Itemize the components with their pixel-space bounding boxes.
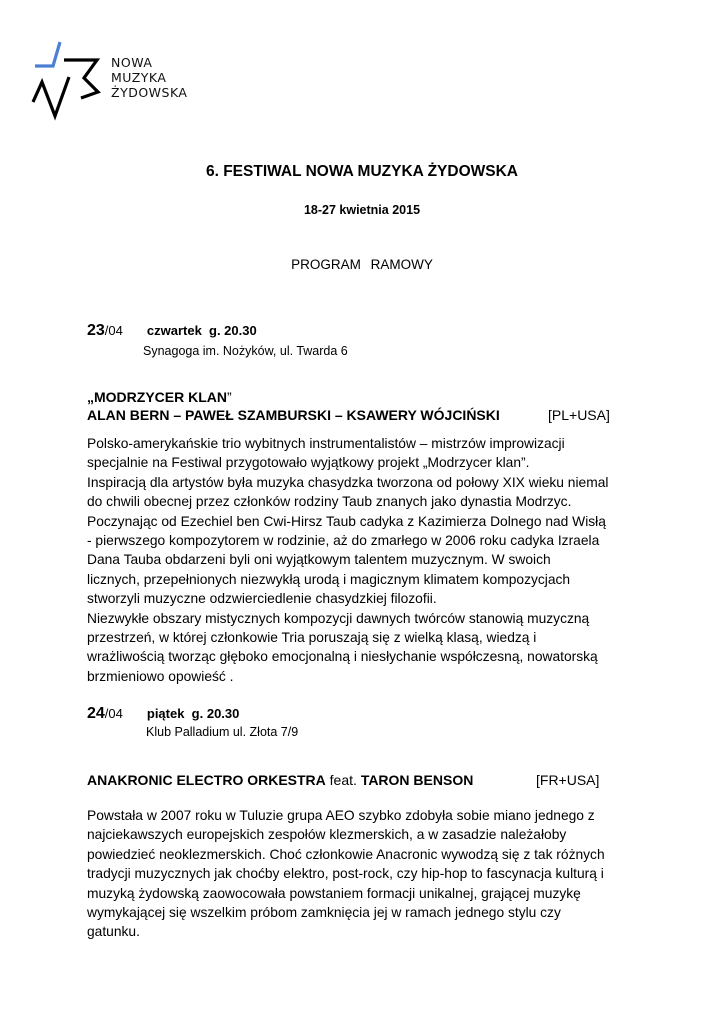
event-title-text: „MODRZYCER KLAN	[87, 389, 227, 405]
description-line: Niezwykłe obszary mistycznych kompozycji dawnych twórców stanowią muzyczną	[87, 610, 590, 626]
description-line: do chwili obecnej przez członków rodziny Taub znanych jako dynastia Modrzyc.	[87, 494, 572, 510]
event-artists	[87, 772, 473, 788]
event-weekday-time: piątek g. 20.30	[146, 706, 240, 721]
event-origin: [FR+USA]	[536, 772, 600, 788]
logo-line-1: NOWA	[111, 55, 153, 70]
logo-wordmark	[111, 55, 188, 100]
description-line: licznych, przepełnionych niezwykłą urodą i magicznym klimatem kompozycjach	[87, 571, 571, 587]
event-month: /04	[104, 706, 123, 721]
description-line: Poczynając od Ezechiel ben Cwi-Hirsz Taub cadyka z Kazimierza Dolnego nad Wisłą	[87, 513, 606, 529]
description-line: najciekawszych europejskich zespołów klezmerskich, a w zasadzie należałoby	[87, 827, 567, 843]
logo-mark-icon	[30, 40, 104, 122]
event-artist-main: ANAKRONIC ELECTRO ORKESTRA	[87, 772, 326, 788]
logo-line-3: ŻYDOWSKA	[111, 85, 188, 100]
event-origin: [PL+USA]	[548, 407, 610, 423]
event-date-row	[87, 322, 257, 340]
event-title	[87, 389, 232, 405]
description-line: stworzyli muzyczne odzwierciedlenie chasydzkiej filozofii.	[87, 591, 437, 607]
description-line: Dana Tauba obdarzeni byli oni wyjątkowym talentem muzycznym. W swoich	[87, 552, 551, 568]
event-artists: ALAN BERN – PAWEŁ SZAMBURSKI – KSAWERY WÓJCIŃSKI	[87, 407, 500, 423]
event-venue: Synagoga im. Nożyków, ul. Twarda 6	[143, 344, 348, 358]
description-line: gatunku.	[87, 924, 140, 940]
event-weekday-time: czwartek g. 20.30	[146, 323, 257, 338]
logo-line-2: MUZYKA	[111, 70, 167, 85]
festival-dates: 18-27 kwietnia 2015	[303, 203, 421, 217]
description-line: powiedzieć neoklezmerskich. Choć członkowie Anacronic wywodzą się z tak różnych	[87, 846, 605, 862]
event-description	[87, 434, 608, 686]
description-line: Powstała w 2007 roku w Tuluzie grupa AEO szybko zdobyła sobie miano jednego z	[87, 808, 595, 823]
description-line: muzyką żydowską zaowocowała powstaniem formacji unikalnej, grającej muzykę	[87, 885, 581, 901]
description-line: wymykającej się wszelkim próbom zamknięcia jej w ramach jednego stylu czy	[87, 905, 561, 921]
event-venue: Klub Palladium ul. Złota 7/9	[146, 725, 299, 739]
description-line: tradycji muzycznych jak choćby elektro, post-rock, czy hip-hop to fascynacja kulturą i	[87, 866, 604, 882]
description-line: przestrzeń, w której członkowie Tria poruszają się z wielką klasą, wiedzą i	[87, 630, 537, 646]
description-line: Polsko-amerykańskie trio wybitnych instrumentalistów – mistrzów improwizacji	[87, 436, 565, 451]
event-day: 24	[87, 705, 105, 722]
event-description	[87, 806, 605, 942]
description-line: Inspiracją dla artystów była muzyka chasydzka tworzona od połowy XIX wieku niemal	[87, 474, 609, 490]
event-date-row	[87, 705, 239, 723]
event-artist-feat-label: feat.	[329, 772, 357, 788]
description-line: specjalnie na Festiwal przygotowało wyjątkowy projekt „Modrzycer klan”.	[87, 455, 530, 471]
description-line: brzmieniowo opowieść .	[87, 668, 234, 684]
event-title-quote: ”	[227, 389, 232, 405]
festival-title: 6. FESTIWAL NOWA MUZYKA ŻYDOWSKA	[205, 163, 518, 180]
event-day: 23	[87, 322, 105, 339]
program-heading: PROGRAM RAMOWY	[291, 257, 433, 272]
description-line: - pierwszego kompozytorem w rodzinie, aż do zmarłego w 2006 roku cadyka Izraela	[87, 533, 600, 549]
event-month: /04	[104, 323, 123, 338]
event-artist-feat: TARON BENSON	[360, 772, 474, 788]
description-line: wrażliwością tworząc głęboko emocjonalną i niesłychanie współczesną, nowatorską	[87, 649, 598, 665]
